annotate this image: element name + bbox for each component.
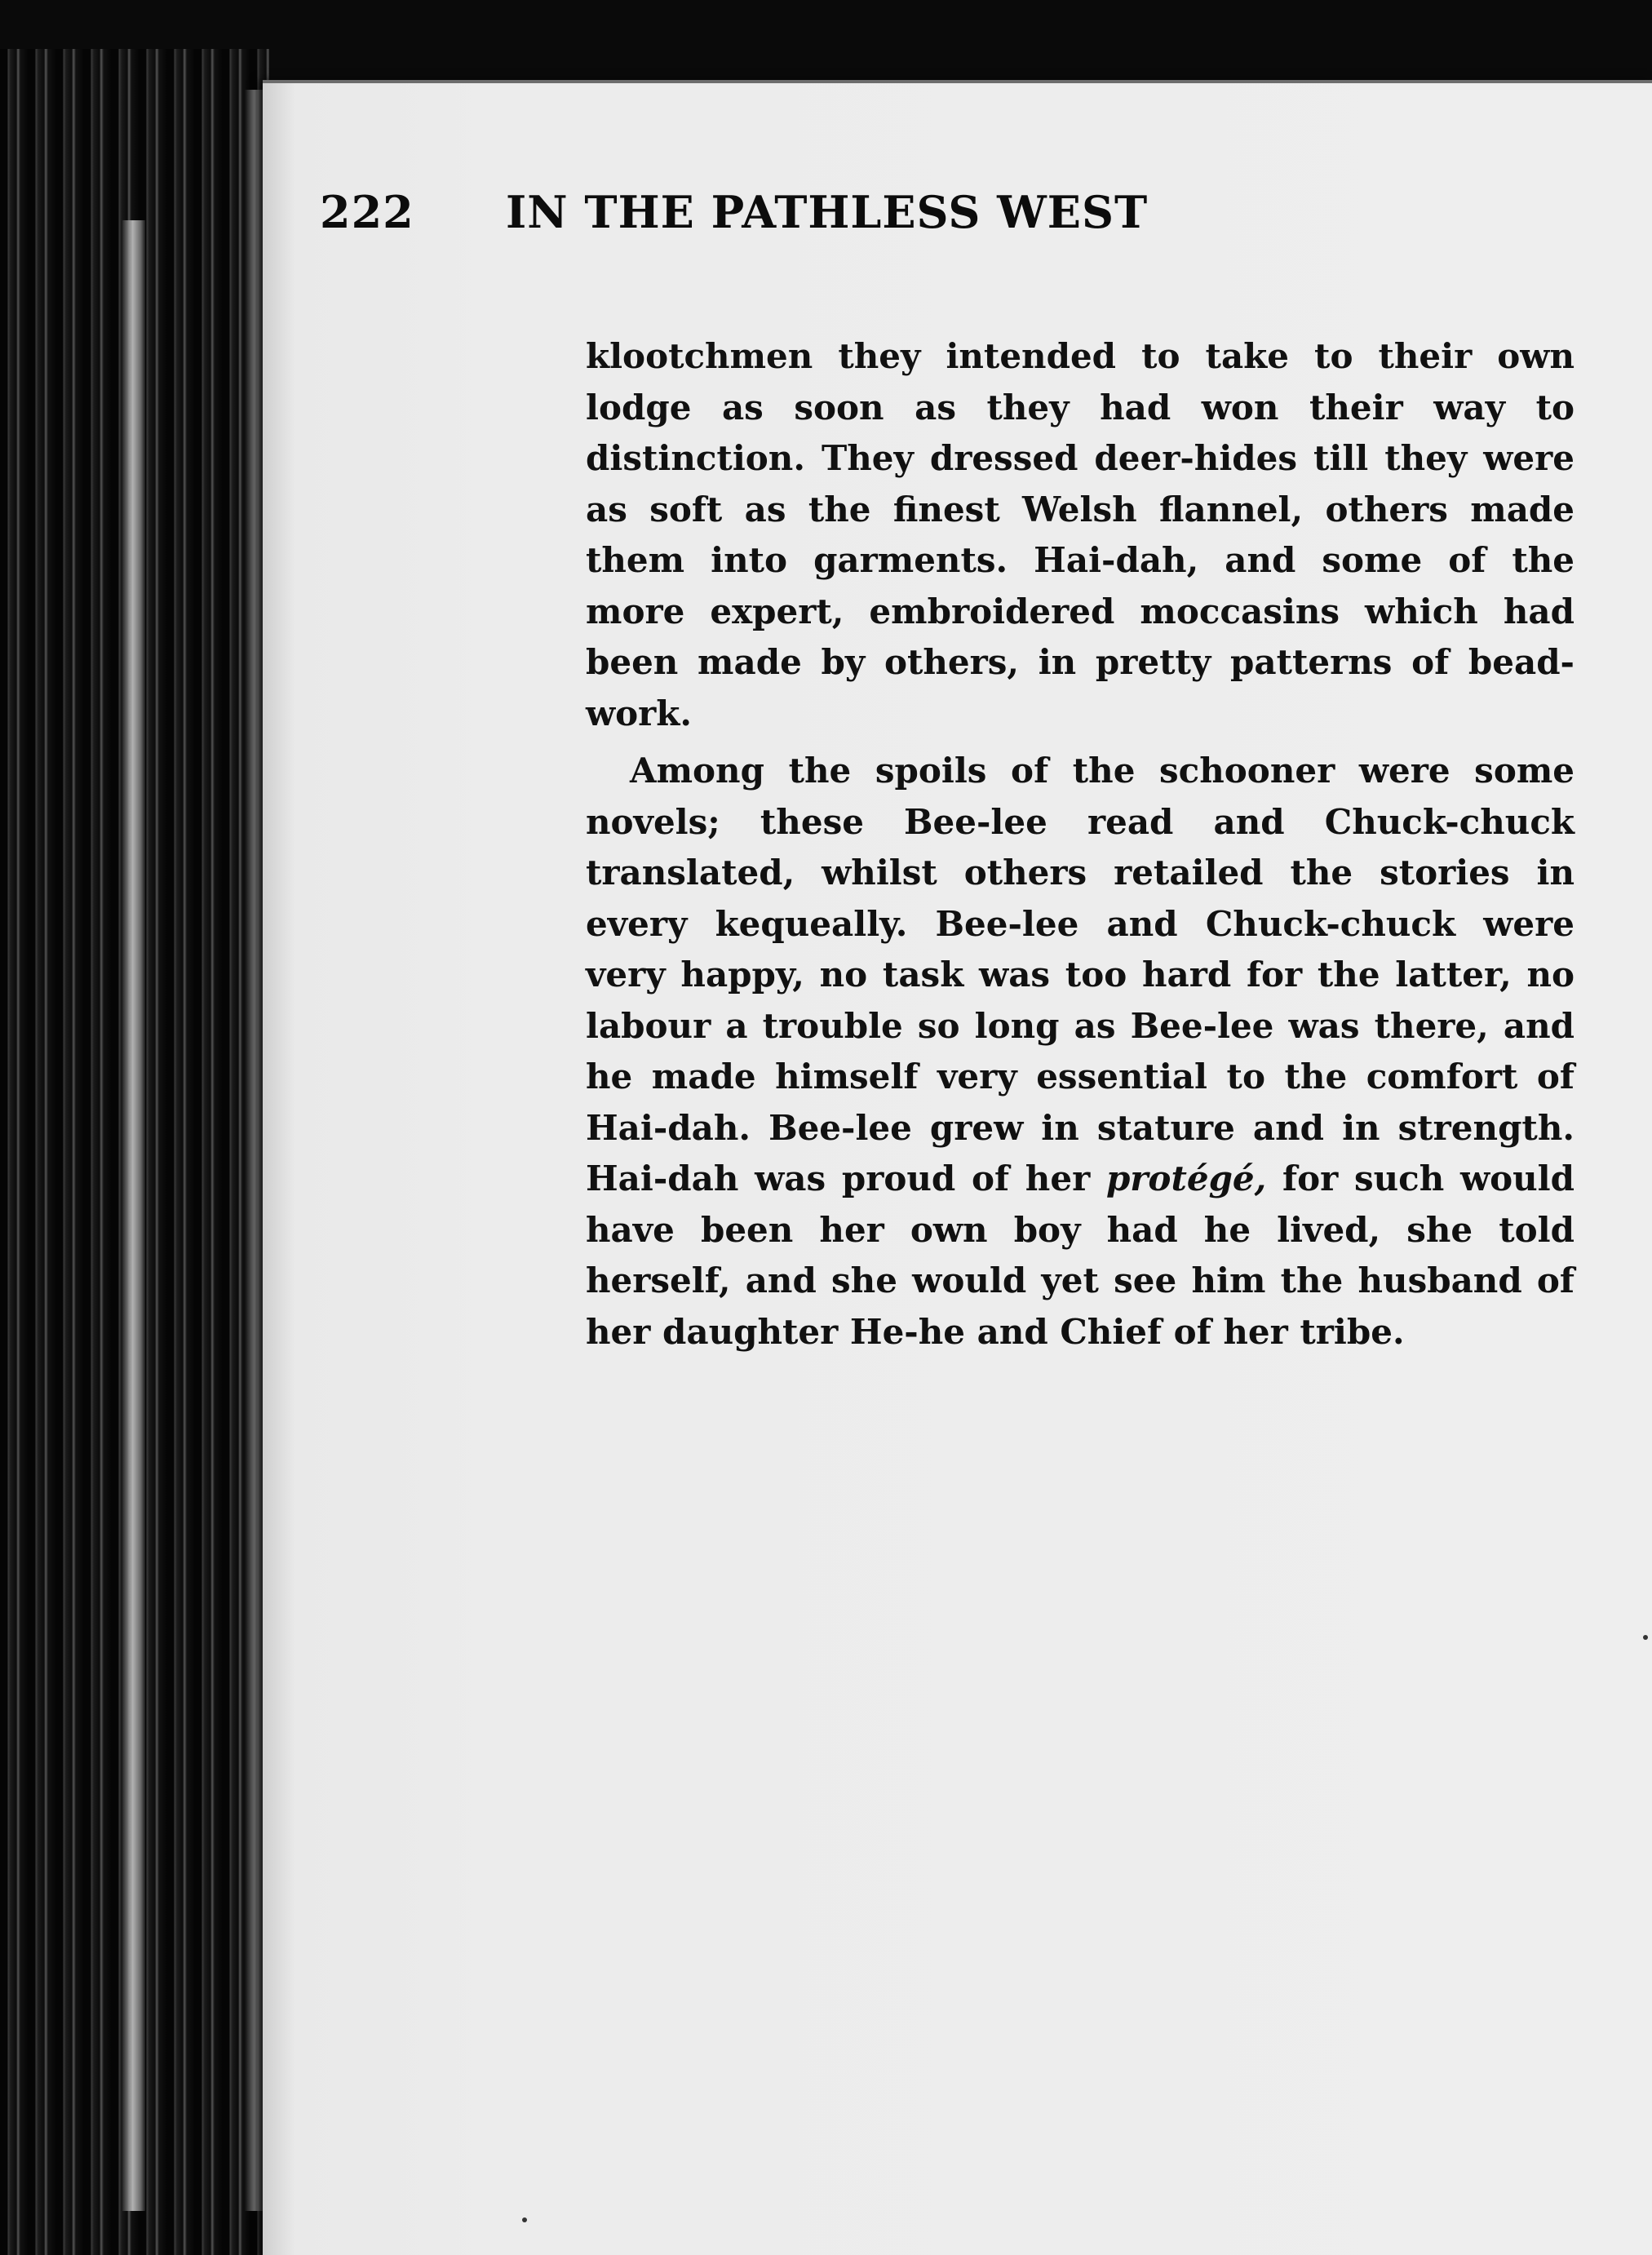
page-edge-highlight — [245, 90, 264, 2211]
page-edge-highlight — [122, 220, 145, 2211]
paragraph — [586, 746, 1574, 1358]
paragraph-text: Among the spoils of the schooner were some novels; these Bee-lee read and Chuck-chuck translated, whilst others retailed the stories in every kequeally. Bee-lee and Chuck-chuck were very happy, no task was too hard for the latter, no labour a trouble so long as Bee-lee was there, and he made himself very essential to the comfort of Hai-dah. Bee-lee grew in stature and in strength. Hai-dah was proud of her — [586, 751, 1574, 1198]
page-header — [320, 186, 1299, 276]
body-text — [586, 331, 1574, 1358]
italic-word: protégé, — [1105, 1159, 1267, 1198]
paragraph-text: for such would have been her own boy had he lived, she told herself, and she would yet see him the husband of her daughter He-he and Chief of her tribe. — [586, 1159, 1574, 1352]
scan-speck — [1643, 1635, 1648, 1640]
paragraph-text: klootchmen they intended to take to their own lodge as soon as they had won their way to distinction. They dressed deer-hides till they were as soft as the finest Welsh flannel, others made them into garments. Hai-dah, and some of the more expert, embroidered moccasins which had been made by others, in pretty patterns of bead-work. — [586, 336, 1574, 733]
running-head: IN THE PATHLESS WEST — [506, 186, 1149, 238]
scan-speck — [522, 2217, 527, 2222]
paragraph — [586, 331, 1574, 739]
page-number: 222 — [320, 186, 414, 238]
